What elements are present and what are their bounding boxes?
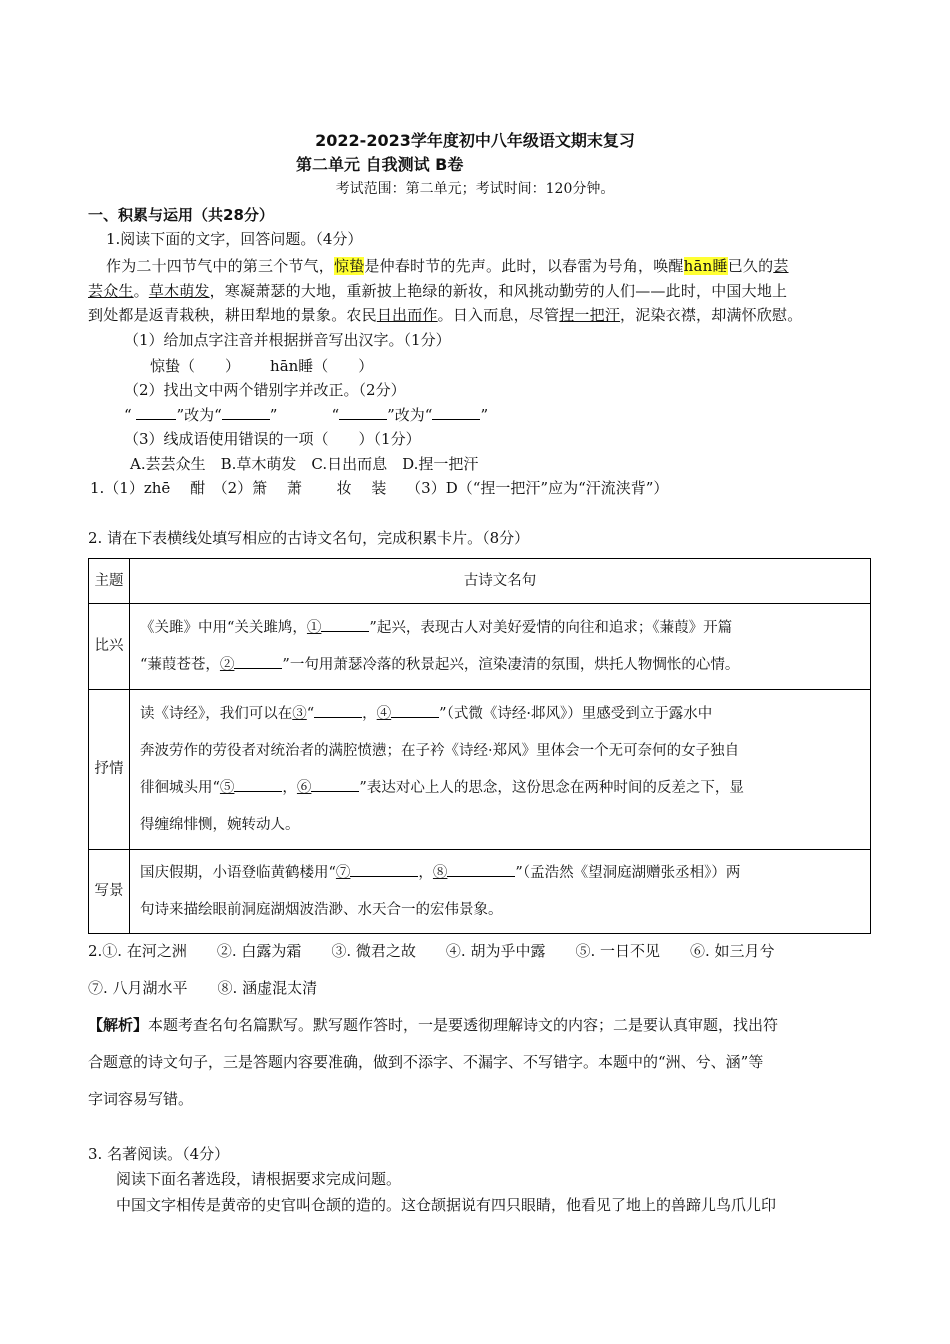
q1-sub3-options: A.芸芸众生 B.草木萌发 C.日出而息 D.捏一把汗 (130, 455, 479, 473)
document-title: 2022-2023学年度初中八年级语文期末复习 (315, 131, 635, 150)
content-cell (130, 690, 871, 850)
word: hān睡 (270, 357, 314, 375)
q1-sub1: （1）给加点字注音并根据拼音写出汉字。（1分） (124, 331, 451, 349)
q1-passage-line (88, 304, 802, 325)
blank-marker: ⑧ (432, 864, 448, 881)
blank-marker: ⑥ (296, 779, 312, 796)
q2-analysis-line: 字词容易写错。 (88, 1090, 194, 1108)
text: 。 (133, 282, 149, 300)
table-header-row (89, 559, 871, 604)
content-line: 句诗来描绘眼前洞庭湖烟波浩渺、水天合一的宏伟景象。 (140, 901, 503, 918)
answer-blank[interactable] (314, 703, 362, 718)
q2-answer-line: ⑦. 八月湖水平 ⑧. 涵虚混太清 (88, 979, 318, 997)
q1-sub2-blanks: “ ”改为“ ” “ ”改为“ ” (124, 406, 489, 424)
blank-marker: ⑦ (335, 864, 351, 881)
answer-blank[interactable] (432, 405, 480, 420)
table-header: 古诗文名句 (130, 559, 871, 604)
q1-sub3: （3）线成语使用错误的一项（ ）（1分） (124, 430, 421, 448)
content-cell (130, 850, 871, 934)
table-row (89, 604, 871, 690)
content-line: 读《诗经》，我们可以在③“ ，④ ”（式微《诗经·邶风》）里感受到立于露水中 (140, 696, 860, 733)
q1-passage-line (106, 255, 789, 276)
content-line: “蒹葭苍苍，② ”一句用萧瑟冷落的秋景起兴，渲染凄清的氛围，烘托人物惆怅的心情。 (140, 647, 860, 684)
answer-blank[interactable] (391, 703, 439, 718)
text: ，泥染衣襟，却满怀欣慰。 (620, 306, 803, 324)
analysis-label: 【解析】 (88, 1016, 149, 1034)
content-line: 得缠绵悱恻，婉转动人。 (140, 816, 300, 833)
highlighted-word: hān睡 (683, 257, 728, 275)
document-subtitle: 第二单元 自我测试 B卷 (296, 155, 464, 174)
q2-answer-line: 2.①. 在河之洲 ②. 白露为霜 ③. 微君之故 ④. 胡为乎中露 ⑤. 一日不见 ⑥. 如三月兮 (88, 942, 775, 960)
theme-cell: 比兴 (89, 604, 130, 690)
q1-sub1-items (150, 355, 373, 376)
answer-blank[interactable] (339, 405, 387, 420)
content-cell (130, 604, 871, 690)
answer-blank[interactable] (447, 862, 515, 877)
q2-prompt: 2. 请在下表横线处填写相应的古诗文名句，完成积累卡片。（8分） (88, 529, 530, 547)
highlighted-word: 惊蛰 (334, 257, 365, 275)
answer-blank[interactable] (234, 777, 282, 792)
answer-blank[interactable] (321, 617, 369, 632)
answer-blank[interactable] (136, 405, 176, 420)
q1-sub2: （2）找出文中两个错别字并改正。（2分） (124, 381, 406, 399)
theme-cell: 抒情 (89, 690, 130, 850)
text: 已久的 (727, 257, 774, 275)
exam-info: 考试范围：第二单元；考试时间：120分钟。 (335, 181, 615, 197)
blank-marker: ④ (376, 705, 392, 722)
blank-marker: ② (219, 656, 235, 673)
underlined-word: 芸众生 (88, 282, 134, 300)
table-row (89, 850, 871, 934)
content-line: 徘徊城头用“⑤ ，⑥ ”表达对心上人的思念，这份思念在两种时间的反差之下，显 (140, 770, 860, 807)
word: 惊蛰 (150, 357, 181, 375)
answer-paren: （ ） (313, 357, 374, 375)
content-line: 《关雎》中用“关关雎鸠，① ”起兴，表现古人对美好爱情的向往和追求；《蒹葭》开篇 (140, 610, 860, 647)
theme-cell: 写景 (89, 850, 130, 934)
answer-paren: （ ） (180, 357, 241, 375)
content-line: 奔波劳作的劳役者对统治者的满腔愤懑；在子衿《诗经·郑风》里体会一个无可奈何的女子独自 (140, 742, 740, 759)
q3-passage-line: 中国文字相传是黄帝的史官叫仓颉的造的。这仓颉据说有四只眼睛，他看见了地上的兽蹄儿鸟爪儿印 (116, 1196, 777, 1214)
answer-blank[interactable] (222, 405, 270, 420)
blank-marker: ① (306, 619, 322, 636)
text: 作为二十四节气中的第三个节气， (106, 257, 335, 275)
underlined-word: 日出而作 (376, 306, 438, 324)
q1-prompt: 1.阅读下面的文字，回答问题。（4分） (106, 230, 363, 248)
q2-analysis-line: 【解析】本题考查名句名篇默写。默写题作答时，一是要透彻理解诗文的内容；二是要认真审题，找出符 (88, 1016, 779, 1034)
blank-marker: ⑤ (219, 779, 235, 796)
q1-answer: 1.（1）zhē 酣 （2）箫 萧 妆 装 （3）D（“捏一把汗”应为“汗流浃背”） (90, 479, 669, 497)
q3-instruction: 阅读下面名著选段，请根据要求完成问题。 (116, 1170, 402, 1188)
q2-analysis-line: 合题意的诗文句子，三是答题内容要准确，做到不添字、不漏字、不写错字。本题中的“洲、兮、涵”等 (88, 1053, 764, 1071)
answer-blank[interactable] (350, 862, 418, 877)
section-heading: 一、积累与运用（共28分） (88, 206, 274, 224)
blank-marker: ③ (292, 705, 307, 722)
underlined-word: 草木萌发 (148, 282, 210, 300)
text: 是仲春时节的先声。此时，以春雷为号角，唤醒 (364, 257, 684, 275)
q1-passage-line (88, 280, 787, 301)
content-line: 国庆假期，小语登临黄鹤楼用“⑦ ，⑧ ”（孟浩然《望洞庭湖赠张丞相》）两 (140, 855, 860, 892)
answer-blank[interactable] (311, 777, 359, 792)
accumulation-card-table (88, 558, 871, 934)
text: ，寒凝萧瑟的大地，重新披上艳绿的新妆，和风挑动勤劳的人们——此时，中国大地上 (209, 282, 788, 300)
answer-blank[interactable] (234, 654, 282, 669)
text: 。日入而息，尽管 (437, 306, 560, 324)
q3-prompt: 3. 名著阅读。（4分） (88, 1145, 230, 1163)
text: 到处都是返青栽秧，耕田犁地的景象。农民 (88, 306, 377, 324)
table-header: 主题 (89, 559, 130, 604)
underlined-word: 捏一把汗 (559, 306, 621, 324)
underlined-word: 芸 (773, 257, 789, 275)
table-row (89, 690, 871, 850)
